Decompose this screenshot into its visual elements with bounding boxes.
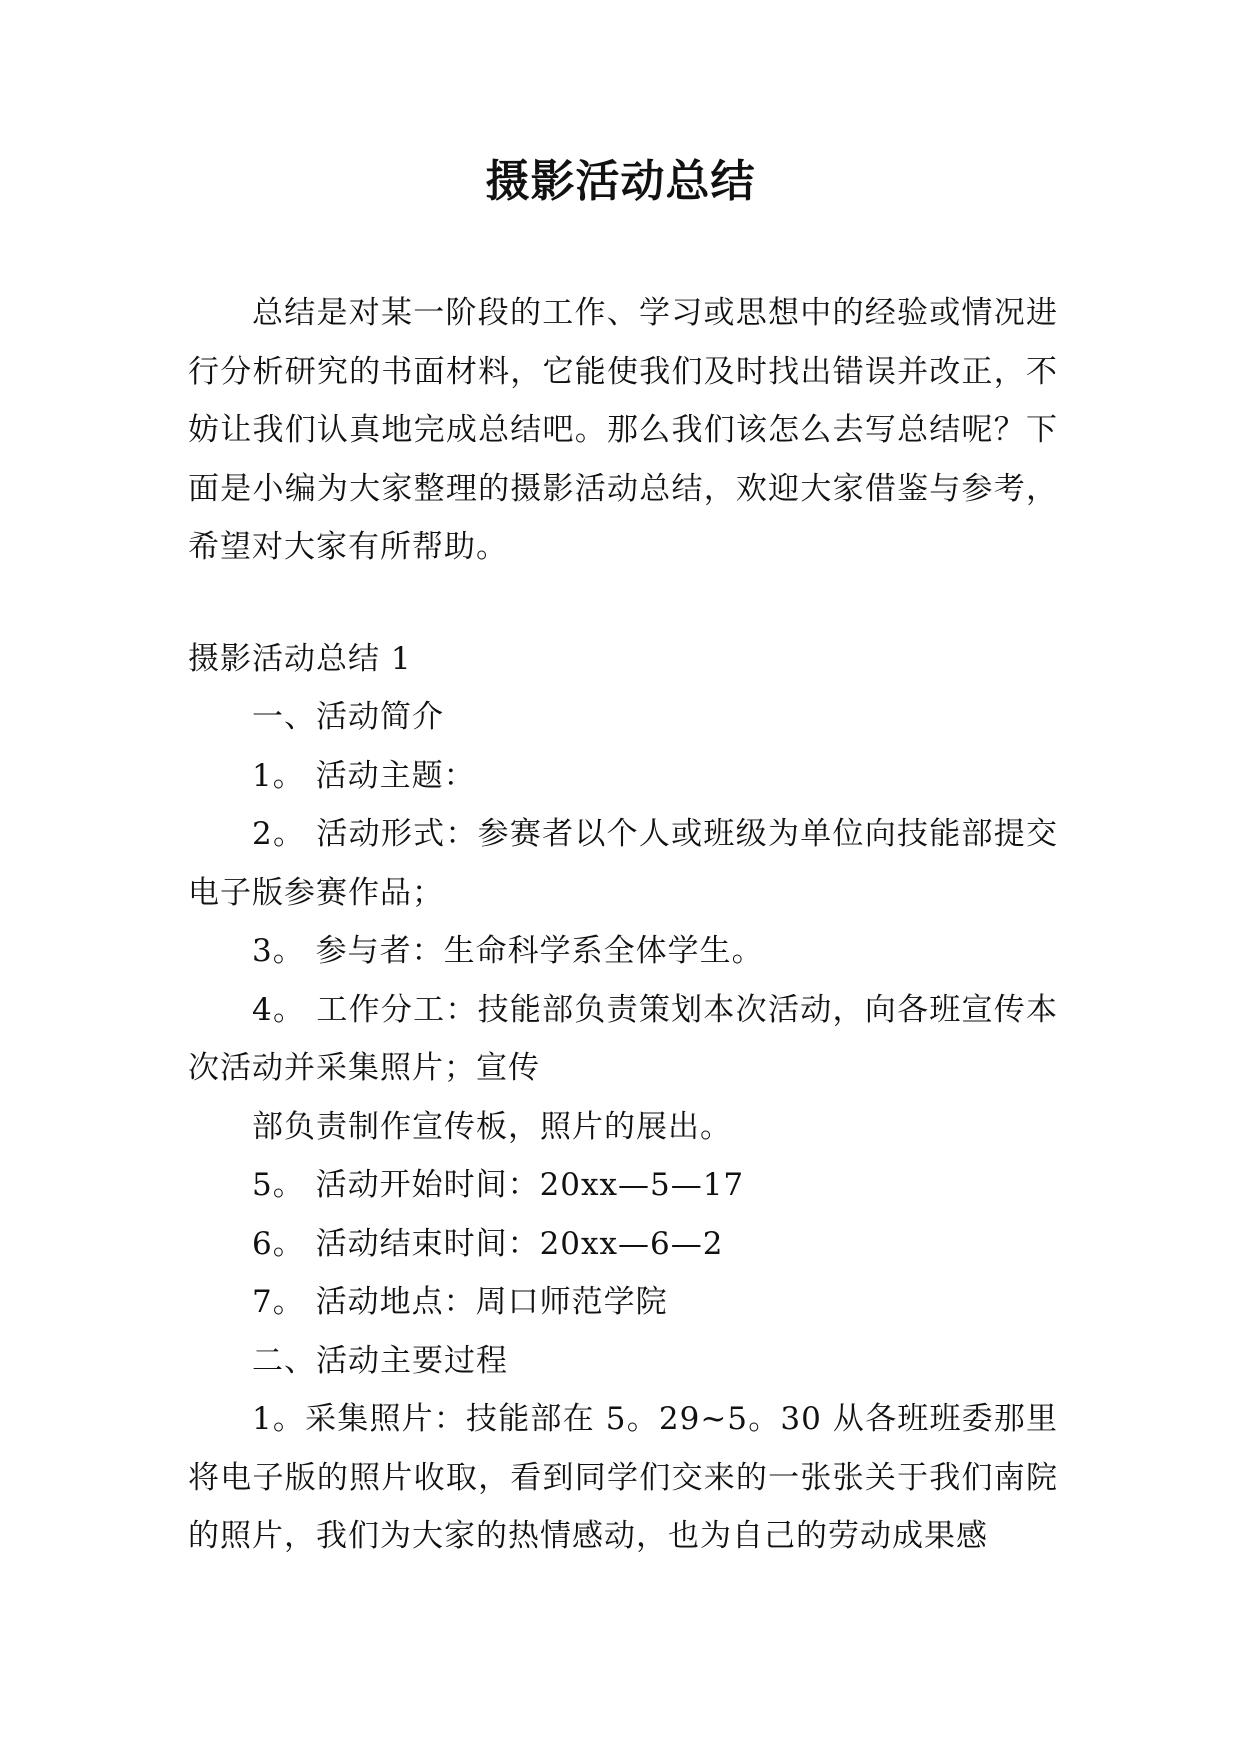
part1-heading: 一、活动简介 — [252, 699, 444, 735]
section-heading: 摄影活动总结 1 — [188, 640, 412, 677]
paragraph-spacer — [188, 577, 1058, 630]
list-item-end-time: 6。 活动结束时间：20xx—6—2 — [252, 1225, 724, 1262]
list-item-division-continued: 部负责制作宣传板，照片的展出。 — [252, 1108, 732, 1145]
list-item-location: 7。 活动地点：周口师范学院 — [252, 1284, 668, 1320]
intro-paragraph: 总结是对某一阶段的工作、学习或思想中的经验或情况进行分析研究的书面材料，它能使我们及时找出错误并改正，不妨让我们认真地完成总结吧。那么我们该怎么去写总结呢？下面是小编为大家整理的摄影活动总结，欢迎大家借鉴与参考，希望对大家有所帮助。 — [188, 295, 1058, 565]
document-body — [188, 284, 1058, 1566]
document-title: 摄影活动总结 — [485, 156, 756, 207]
list-item-division: 4。 工作分工：技能部负责策划本次活动，向各班宣传本次活动并采集照片；宣传 — [188, 991, 1058, 1086]
part2-heading: 二、活动主要过程 — [252, 1342, 508, 1379]
list-item-theme: 1。 活动主题： — [252, 757, 476, 794]
list-item-format: 2。 活动形式：参赛者以个人或班级为单位向技能部提交电子版参赛作品； — [188, 816, 1058, 911]
process-paragraph: 1。采集照片：技能部在 5。29~5。30 从各班班委那里将电子版的照片收取，看到同学们交来的一张张关于我们南院的照片，我们为大家的热情感动，也为自己的劳动成果感 — [188, 1401, 1058, 1554]
list-item-start-time: 5。 活动开始时间：20xx—5—17 — [252, 1167, 745, 1203]
list-item-participants: 3。 参与者：生命科学系全体学生。 — [252, 933, 764, 969]
